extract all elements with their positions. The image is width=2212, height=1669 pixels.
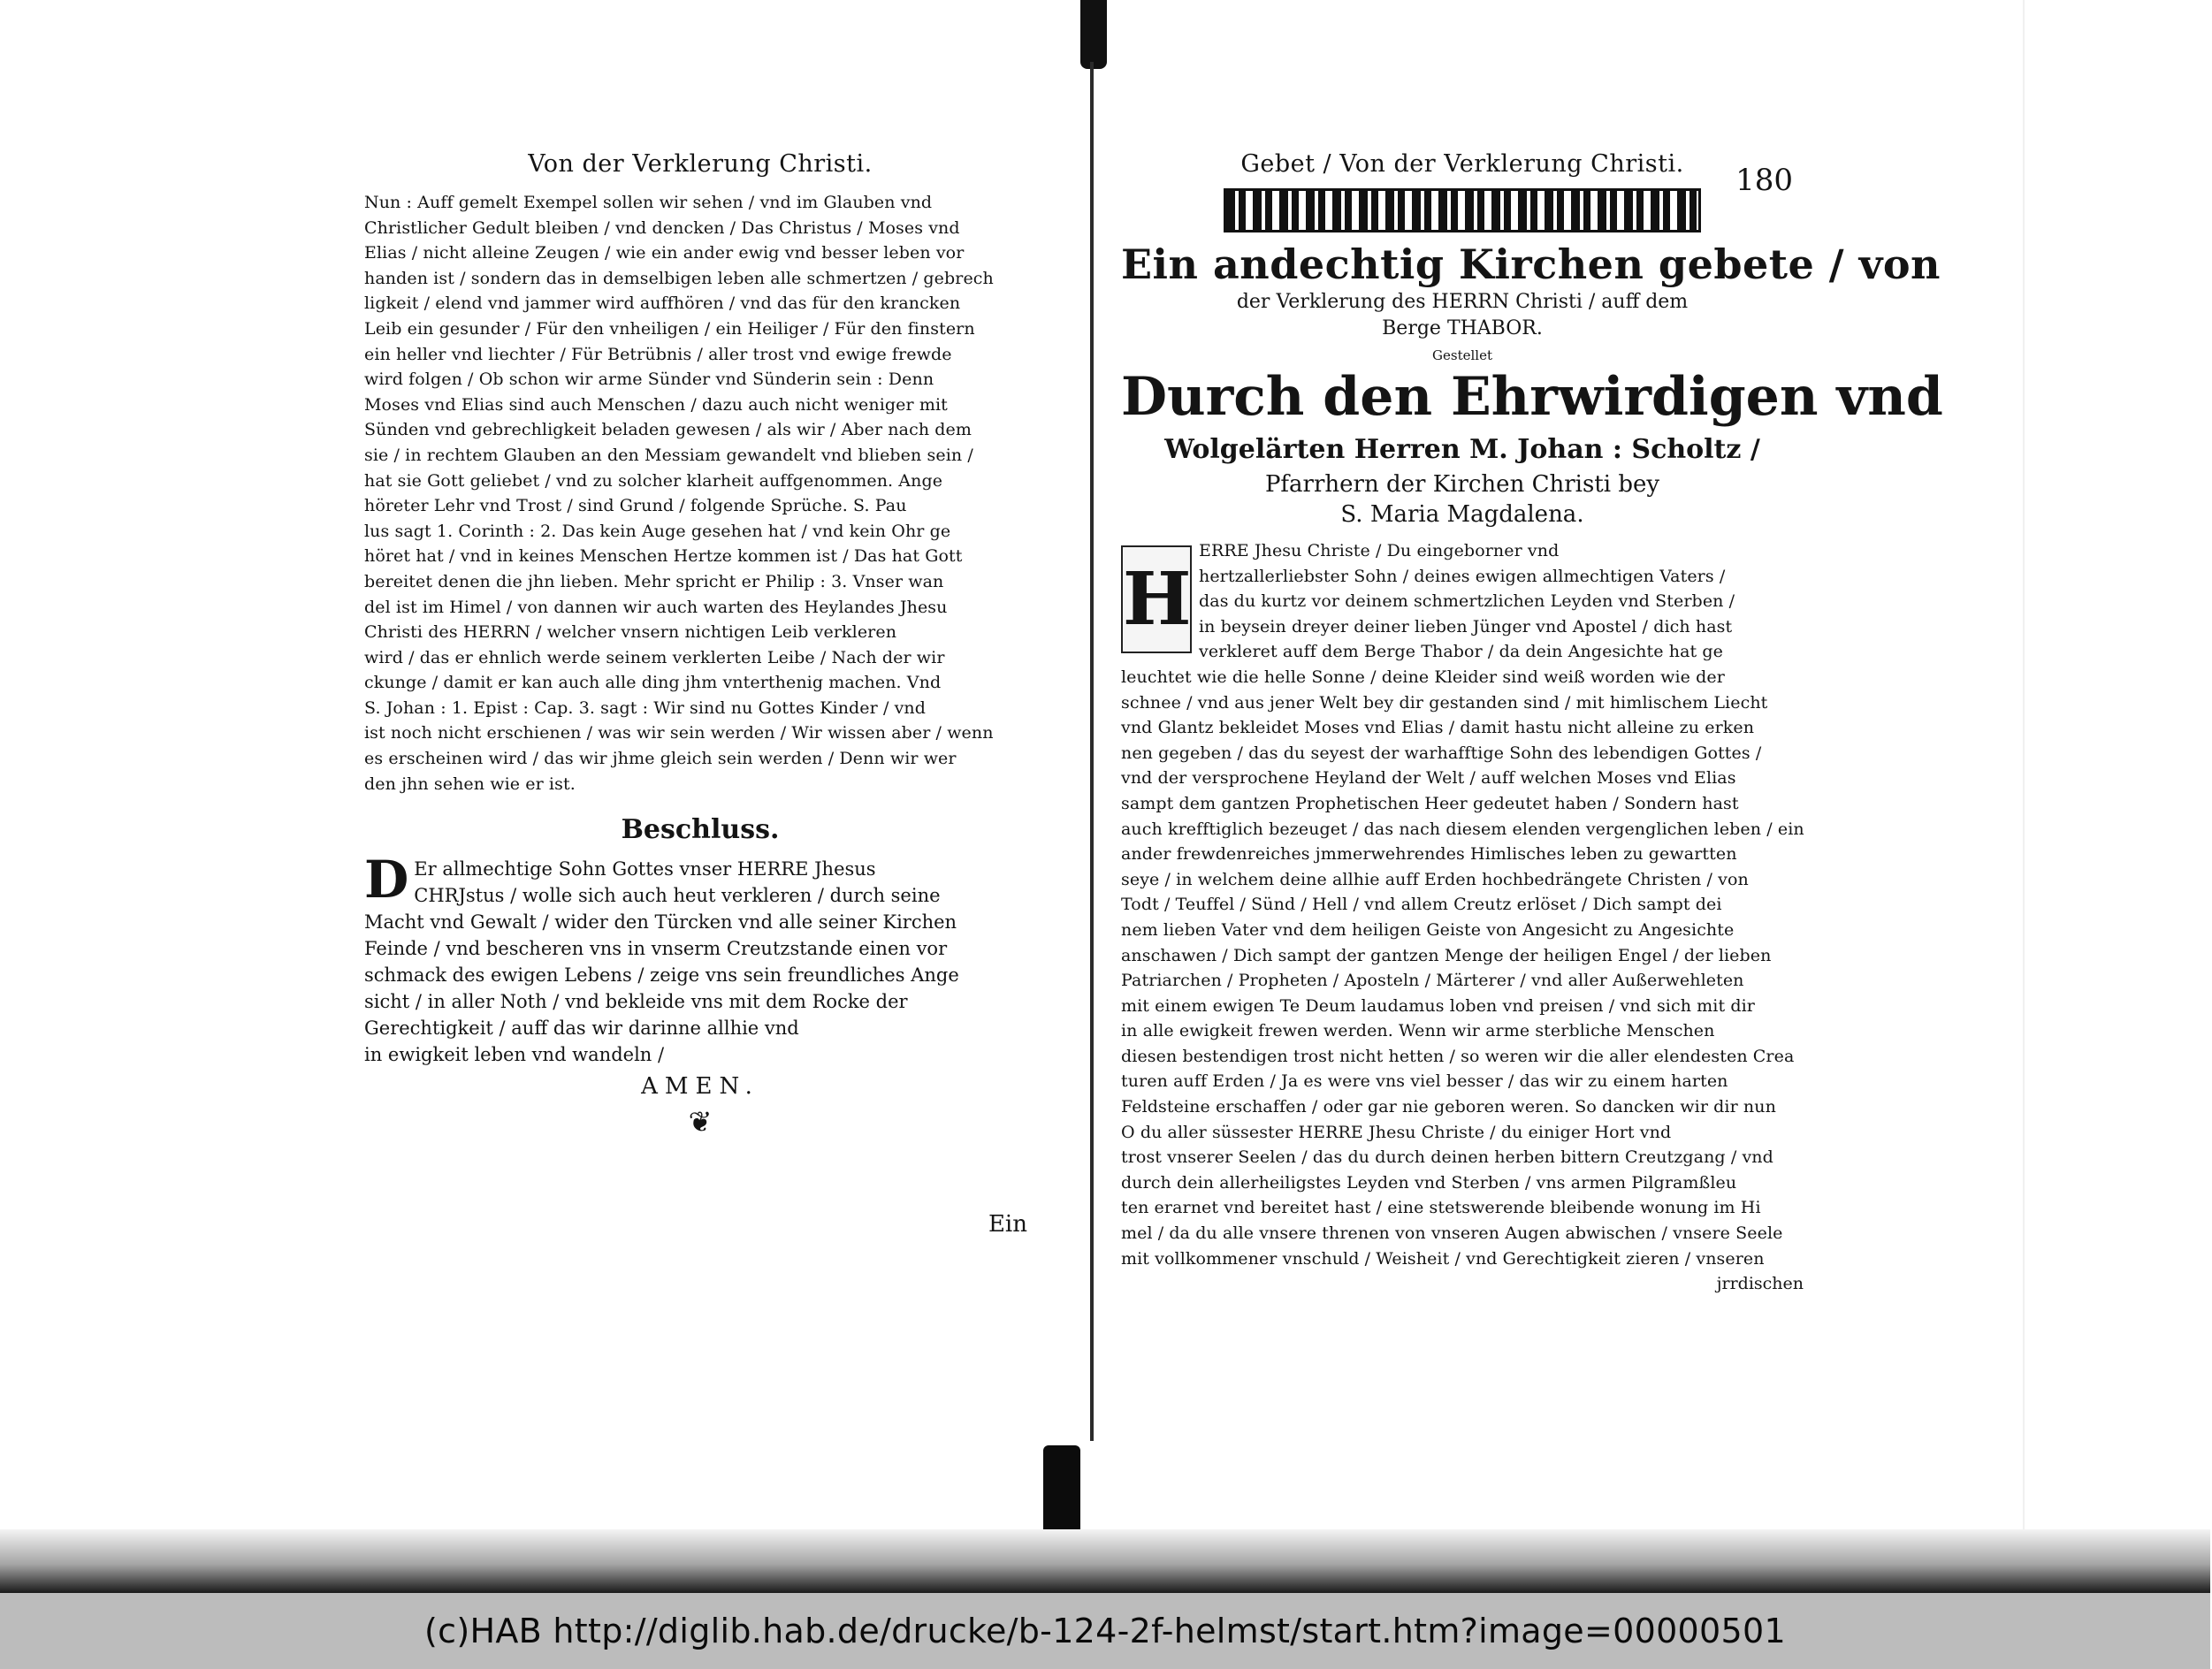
left-text-line: lus sagt 1. Corinth : 2. Das kein Auge gesehen hat / vnd kein Ohr ge	[364, 521, 951, 541]
right-running-head: Gebet / Von der Verklerung Christi.	[1240, 150, 1684, 178]
prayer-body-text	[1121, 538, 1804, 1271]
prayer-text-line: seye / in welchem deine allhie auff Erden hochbedrängete Christen / von	[1121, 869, 1749, 889]
amen: AMEN.	[641, 1073, 759, 1101]
conclusion-drop-cap: D	[364, 850, 409, 911]
prayer-text-line: ander frewdenreiches jmmerwehrendes Himlisches leben zu gewartten	[1121, 844, 1737, 865]
left-text-line: ligkeit / elend vnd jammer wird auffhören / vnd das für den krancken	[364, 293, 961, 314]
left-text-line: sie / in rechtem Glauben an den Messiam gewandelt vnd blieben sein /	[364, 445, 973, 465]
prayer-paragraph	[1121, 538, 1804, 1271]
gutter-shadow-top	[1080, 0, 1107, 69]
prayer-text-line: Feldsteine erschaffen / oder gar nie geboren weren. So dancken wir dir nun	[1121, 1097, 1776, 1117]
prayer-text-line: ERRE Jhesu Christe / Du eingeborner vnd	[1199, 541, 1560, 560]
prayer-text-line: turen auff Erden / Ja es were vns viel besser / das wir zu einem harten	[1121, 1071, 1728, 1092]
prayer-title-line3: Berge THABOR.	[1382, 317, 1543, 339]
conclusion-text-line: sicht / in aller Noth / vnd bekleide vns mit dem Rocke der	[364, 991, 908, 1013]
prayer-text-line: leuchtet wie die helle Sonne / deine Kleider sind weiß worden wie der	[1121, 667, 1725, 687]
decorative-ornament-band	[1224, 188, 1701, 232]
prayer-drop-cap: H	[1121, 545, 1192, 653]
prayer-text-line: das du kurtz vor deinem schmertzlichen Leyden vnd Sterben /	[1199, 591, 1735, 612]
left-text-line: Leib ein gesunder / Für den vnheiligen / ein Heiliger / Für den finstern	[364, 318, 975, 339]
prayer-text-line: trost vnserer Seelen / das du durch deinen herben bittern Creutzgang / vnd	[1121, 1147, 1773, 1168]
left-text-line: bereitet denen die jhn lieben. Mehr spricht er Philip : 3. Vnser wan	[364, 571, 944, 591]
prayer-text-line: hertzallerliebster Sohn / deines ewigen allmechtigen Vaters /	[1199, 566, 1726, 586]
left-text-line: S. Johan : 1. Epist : Cap. 3. sagt : Wir sind nu Gottes Kinder / vnd	[364, 697, 927, 718]
footer-caption: (c)HAB http://diglib.hab.de/drucke/b-124-2f-helmst/start.htm?image=00000501	[424, 1612, 1786, 1650]
left-text-line: ckunge / damit er kan auch alle ding jhm vnterthenig machen. Vnd	[364, 673, 942, 693]
right-page	[1121, 150, 1943, 1297]
prayer-title-line2: der Verklerung des HERRN Christi / auff dem	[1236, 291, 1689, 313]
left-text-line: Sünden vnd gebrechligkeit beladen gewesen / als wir / Aber nach dem	[364, 420, 973, 440]
gestellet-label: Gestellet	[1432, 347, 1492, 363]
fleuron-ornament: ❦	[688, 1105, 713, 1139]
left-text-line: hat sie Gott geliebet / vnd zu solcher klarheit auffgenommen. Ange	[364, 470, 943, 491]
conclusion-text-line: CHRJstus / wolle sich auch heut verkleren / durch seine	[414, 885, 941, 907]
prayer-text-line: verkleret auff dem Berge Thabor / da dein Angesichte hat ge	[1199, 642, 1723, 662]
copyright-footer	[0, 1593, 2210, 1669]
left-text-line: Christi des HERRN / welcher vnsern nichtigen Leib verkleren	[364, 622, 897, 643]
gutter-line	[1090, 62, 1094, 1441]
prayer-text-line: diesen bestendigen trost nicht hetten / so weren wir die aller elendesten Crea	[1121, 1046, 1795, 1066]
prayer-text-line: in alle ewigkeit frewen werden. Wenn wir arme sterbliche Menschen	[1121, 1021, 1715, 1041]
left-text-line: Christlicher Gedult bleiben / vnd dencken / Das Christus / Moses vnd	[364, 217, 960, 238]
prayer-text-line: auch krefftiglich bezeuget / das nach diesem elenden vergenglichen leben / ein	[1121, 819, 1804, 839]
left-page	[364, 150, 1036, 1238]
left-body-text	[364, 190, 1036, 796]
left-text-line: Moses vnd Elias sind auch Menschen / dazu auch nicht weniger mit	[364, 394, 948, 415]
right-catchword: jrrdischen	[1716, 1274, 1804, 1294]
conclusion-text-line: Er allmechtige Sohn Gottes vnser HERRE Jhesus	[414, 858, 876, 880]
prayer-text-line: mit einem ewigen Te Deum laudamus loben vnd preisen / vnd sich mit dir	[1121, 995, 1755, 1016]
prayer-text-line: durch dein allerheiligstes Leyden vnd Sterben / vns armen Pilgramßleu	[1121, 1172, 1737, 1193]
left-text-line: handen ist / sondern das in demselbigen leben alle schmertzen / gebrech	[364, 268, 994, 288]
left-text-line: es erscheinen wird / das wir jhme gleich sein werden / Denn wir wer	[364, 749, 957, 769]
left-text-line: ein heller vnd liechter / Für Betrübnis / aller trost vnd ewige frewde	[364, 344, 952, 364]
author-line3: Pfarrhern der Kirchen Christi bey	[1264, 471, 1660, 498]
conclusion-text-line: Gerechtigkeit / auff das wir darinne allhie vnd	[364, 1017, 799, 1040]
prayer-text-line: mit vollkommener vnschuld / Weisheit / vnd Gerechtigkeit zieren / vnseren	[1121, 1248, 1765, 1269]
prayer-text-line: sampt dem gantzen Prophetischen Heer gedeutet haben / Sondern hast	[1121, 793, 1739, 813]
left-catchword: Ein	[988, 1211, 1027, 1238]
left-text-line: wird folgen / Ob schon wir arme Sünder vnd Sünderin sein : Denn	[364, 370, 934, 390]
conclusion-lines	[364, 850, 1036, 1068]
page-number: 180	[1735, 163, 1793, 198]
left-running-head: Von der Verklerung Christi.	[528, 150, 873, 178]
left-text-line: höreter Lehr vnd Trost / sind Grund / folgende Sprüche. S. Pau	[364, 496, 907, 516]
prayer-text-line: Patriarchen / Propheten / Aposteln / Märterer / vnd aller Außerwehleten	[1121, 971, 1744, 991]
prayer-text-line: nem lieben Vater vnd dem heiligen Geiste von Angesicht zu Angesichte	[1121, 919, 1735, 940]
author-line2: Wolgelärten Herren M. Johan : Scholtz /	[1164, 434, 1760, 465]
conclusion-text-line: Feinde / vnd bescheren vns in vnserm Creutzstande einen vor	[364, 938, 948, 960]
left-text-line: ist noch nicht erschienen / was wir sein werden / Wir wissen aber / wenn	[364, 723, 994, 743]
prayer-text-line: vnd Glantz bekleidet Moses vnd Elias / damit hastu nicht alleine zu erken	[1121, 718, 1755, 738]
prayer-title-line1: Ein andechtig Kirchen gebete / von	[1121, 240, 1941, 288]
prayer-text-line: Todt / Teuffel / Sünd / Hell / vnd allem Creutz erlöset / Dich sampt dei	[1121, 895, 1722, 915]
left-text-line: Nun : Auff gemelt Exempel sollen wir sehen / vnd im Glauben vnd	[364, 193, 933, 212]
author-line1: Durch den Ehrwirdigen vnd	[1121, 366, 1943, 428]
left-text-line: den jhn sehen wie er ist.	[364, 774, 576, 794]
conclusion-text-line: in ewigkeit leben vnd wandeln /	[364, 1044, 665, 1066]
conclusion-text-line: Macht vnd Gewalt / wider den Türcken vnd alle seiner Kirchen	[364, 911, 957, 934]
conclusion-text-line: schmack des ewigen Lebens / zeige vns sein freundliches Ange	[364, 964, 959, 987]
left-text-line: del ist im Himel / von dannen wir auch warten des Heylandes Jhesu	[364, 597, 948, 617]
left-text-line: wird / das er ehnlich werde seinem verklerten Leibe / Nach der wir	[364, 647, 945, 667]
prayer-text-line: O du aller süssester HERRE Jhesu Christe / du einiger Hort vnd	[1121, 1122, 1672, 1142]
prayer-text-line: anschawen / Dich sampt der gantzen Menge der heiligen Engel / der lieben	[1121, 945, 1772, 965]
conclusion-paragraph	[364, 850, 1036, 1068]
left-text-line: Elias / nicht alleine Zeugen / wie ein ander ewig vnd besser leben vor	[364, 243, 965, 263]
prayer-text-line: nen gegeben / das du seyest der warhafftige Sohn des lebendigen Gottes /	[1121, 743, 1762, 763]
section-heading-beschluss: Beschluss.	[621, 814, 780, 846]
scan-bottom-edge	[0, 1529, 2210, 1593]
left-text-line: höret hat / vnd in keines Menschen Hertze kommen ist / Das hat Gott	[364, 546, 963, 567]
prayer-text-line: ten erarnet vnd bereitet hast / eine stetswerende bleibende wonung im Hi	[1121, 1198, 1761, 1218]
prayer-text-line: mel / da du alle vnsere threnen von vnseren Augen abwischen / vnsere Seele	[1121, 1223, 1783, 1244]
prayer-text-line: schnee / vnd aus jener Welt bey dir gestanden sind / mit himlischem Liecht	[1121, 692, 1768, 713]
prayer-text-line: vnd der versprochene Heyland der Welt / auff welchen Moses vnd Elias	[1121, 768, 1736, 789]
prayer-text-line: in beysein dreyer deiner lieben Jünger vnd Apostel / dich hast	[1199, 616, 1733, 636]
page-edge-right	[2023, 0, 2212, 1556]
author-line4: S. Maria Magdalena.	[1340, 501, 1584, 528]
